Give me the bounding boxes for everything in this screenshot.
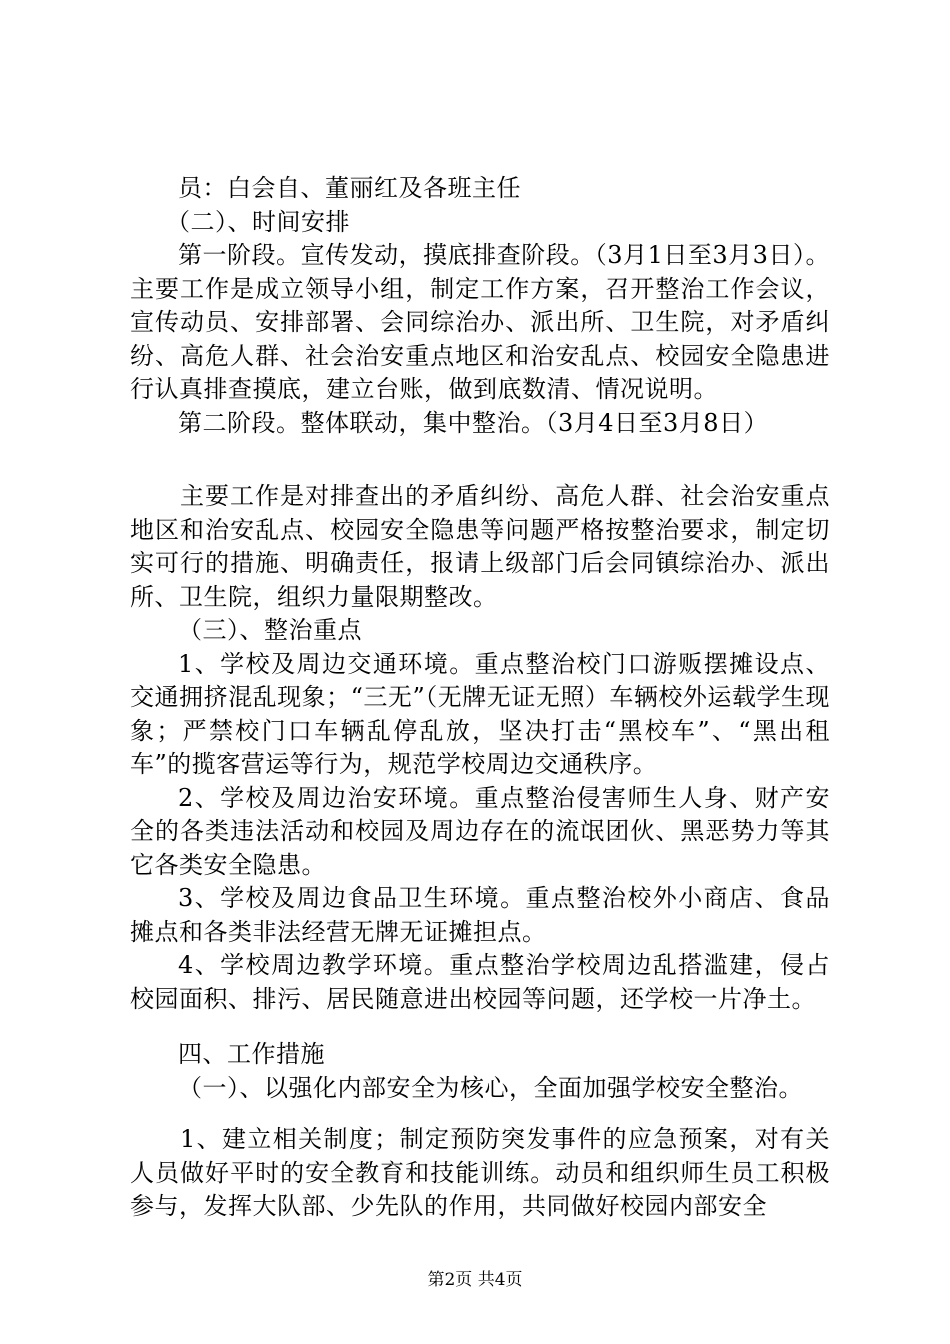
paragraph-key-point-2: 2、学校及周边治安环境。重点整治侵害师生人身、财产安全的各类违法活动和校园及周边存在的流氓团伙、黑恶势力等其它各类安全隐患。 — [130, 783, 830, 879]
paragraph-key-point-1: 1、学校及周边交通环境。重点整治校门口游贩摆摊设点、交通拥挤混乱现象；“三无”（无牌无证无照）车辆校外运载学生现象；严禁校门口车辆乱停乱放，坚决打击“黑校车”、“黑出租车”的揽客营运等行为，规范学校周边交通秩序。 — [130, 649, 830, 778]
heading-work-measures: 四、工作措施 — [178, 1040, 325, 1068]
paragraph-measure-1: 1、建立相关制度；制定预防突发事件的应急预案，对有关人员做好平时的安全教育和技能训练。动员和组织师生员工积极参与，发挥大队部、少先队的作用，共同做好校园内部安全 — [130, 1125, 830, 1220]
heading-key-points: （三）、整治重点 — [178, 616, 362, 644]
heading-time-schedule: （二）、时间安排 — [166, 207, 350, 236]
paragraph-stage-one: 第一阶段。宣传发动，摸底排查阶段。（3月1日至3月3日）。主要工作是成立领导小组，制定工作方案，召开整治工作会议，宣传动员、安排部署、会同综治办、派出所、卫生院，对矛盾纠纷、高危人群、社会治安重点地区和治安乱点、校园安全隐患进行认真排查摸底，建立台账，做到底数清、情况说明。 — [130, 241, 830, 403]
paragraph-stage-two-work: 主要工作是对排查出的矛盾纠纷、高危人群、社会治安重点地区和治安乱点、校园安全隐患等问题严格按整治要求，制定切实可行的措施、明确责任，报请上级部门后会同镇综治办、派出所、卫生院，组织力量限期整改。 — [130, 482, 830, 611]
heading-internal-safety: （一）、以强化内部安全为核心，全面加强学校安全整治。 — [178, 1073, 803, 1102]
page-footer: 第2页 共4页 — [427, 1270, 523, 1290]
document-body — [130, 172, 830, 1224]
paragraph-members: 员：白会自、董丽红及各班主任 — [178, 174, 521, 202]
paragraph-key-point-3: 3、学校及周边食品卫生环境。重点整治校外小商店、食品摊点和各类非法经营无牌无证摊担点。 — [130, 884, 830, 946]
paragraph-key-point-4: 4、学校周边教学环境。重点整治学校周边乱搭滥建，侵占校园面积、排污、居民随意进出校园等问题，还学校一片净土。 — [130, 951, 830, 1013]
paragraph-stage-two: 第二阶段。整体联动，集中整治。（3月4日至3月8日） — [178, 408, 769, 437]
